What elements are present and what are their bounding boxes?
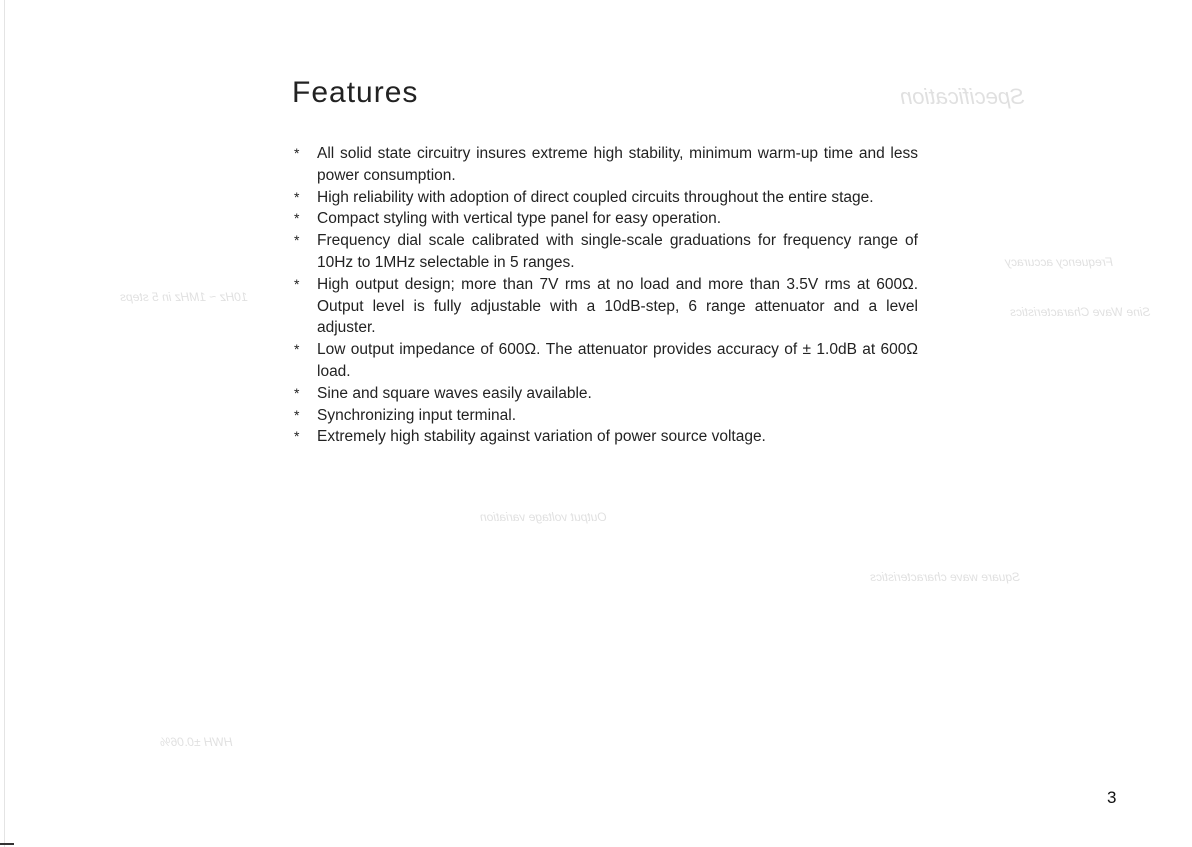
feature-item <box>292 426 918 448</box>
bullet-asterisk: * <box>294 384 300 401</box>
bullet-asterisk: * <box>294 406 300 423</box>
feature-text: Sine and square waves easily available. <box>317 384 592 402</box>
page-number: 3 <box>1107 788 1117 807</box>
feature-item <box>292 274 918 339</box>
feature-item <box>292 230 918 274</box>
bullet-asterisk: * <box>294 145 300 161</box>
show-through-text: Output voltage variation <box>480 510 607 524</box>
bullet-asterisk: * <box>294 428 300 445</box>
feature-item <box>292 339 918 383</box>
feature-item <box>292 143 918 187</box>
feature-item <box>292 383 918 405</box>
show-through-text: HWH ±0.06% <box>160 735 233 749</box>
show-through-text: Specification <box>900 84 1025 109</box>
page-title: Features <box>292 76 419 109</box>
bullet-asterisk: * <box>294 210 300 227</box>
feature-text: Frequency dial scale calibrated with single-scale graduations for frequency range of 10Hz to 1MHz selectable in 5 ranges. <box>317 232 918 271</box>
page-edge-line <box>4 0 5 847</box>
feature-text: Low output impedance of 600Ω. The attenuator provides accuracy of ± 1.0dB at 600Ω load. <box>317 341 918 380</box>
show-through-text: Frequency accuracy <box>1005 255 1114 269</box>
bullet-asterisk: * <box>294 188 300 205</box>
bullet-asterisk: * <box>294 232 300 249</box>
feature-item <box>292 187 918 209</box>
feature-text: Compact styling with vertical type panel for easy operation. <box>317 210 722 228</box>
feature-item <box>292 405 918 427</box>
feature-text: Extremely high stability against variation of power source voltage. <box>317 428 766 446</box>
show-through-text: Sine Wave Characteristics <box>1010 305 1151 319</box>
features-list <box>292 143 918 448</box>
feature-text: All solid state circuitry insures extreme high stability, minimum warm-up time and less power consumption. <box>317 145 918 184</box>
corner-mark <box>0 843 14 845</box>
feature-item <box>292 208 918 230</box>
feature-text: Synchronizing input terminal. <box>317 406 517 424</box>
feature-text: High output design; more than 7V rms at no load and more than 3.5V rms at 600Ω. Output level is fully adjustable with a 10dB-step, 6 range attenuator and a level adjuster. <box>317 275 918 337</box>
show-through-text: Square wave characteristics <box>870 570 1021 584</box>
bullet-asterisk: * <box>294 275 300 292</box>
bullet-asterisk: * <box>294 341 300 358</box>
show-through-text: 10Hz ~ 1MHz in 5 steps <box>120 290 248 304</box>
feature-text: High reliability with adoption of direct coupled circuits throughout the entire stage. <box>317 188 874 206</box>
